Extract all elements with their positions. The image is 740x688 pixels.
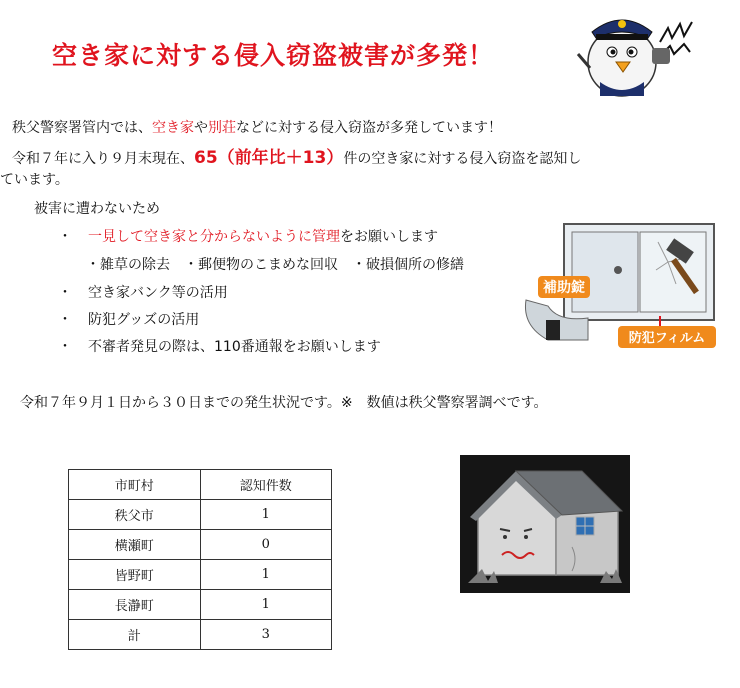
table-row bbox=[69, 500, 332, 530]
window-security-illustration bbox=[518, 222, 718, 362]
table-row bbox=[69, 590, 332, 620]
bullet-manage-detail: ・雑草の除去 ・郵便物のこまめな回収 ・破損個所の修繕 bbox=[86, 257, 464, 273]
label-crime-film: 防犯フィルム bbox=[628, 331, 706, 346]
table-cell: 1 bbox=[200, 590, 332, 620]
table-cell: 皆野町 bbox=[69, 560, 201, 590]
table-cell: 0 bbox=[200, 530, 332, 560]
table-header-row bbox=[69, 470, 332, 500]
para-summary: 秩父警察署管内では、空き家や別荘などに対する侵入窃盗が多発しています！ bbox=[12, 120, 502, 136]
page-title: 空き家に対する侵入窃盗被害が多発！ bbox=[52, 41, 495, 70]
table-header: 市町村 bbox=[69, 470, 201, 500]
table-row bbox=[69, 560, 332, 590]
table-cell: 計 bbox=[69, 620, 201, 650]
table-cell: 長瀞町 bbox=[69, 590, 201, 620]
table-cell: 秩父市 bbox=[69, 500, 201, 530]
incident-table bbox=[68, 469, 332, 650]
para-count-cont: ています。 bbox=[0, 172, 69, 188]
bullet-manage: ・ 一見して空き家と分からないように管理をお願いします bbox=[58, 229, 438, 245]
period-note: 令和７年９月１日から３０日までの発生状況です。※ 数値は秩父警察署調べです。 bbox=[20, 395, 548, 411]
bullet-report-110: ・ 不審者発見の際は、110番通報をお願いします bbox=[58, 339, 381, 355]
intro-text: 被害に遭わないため bbox=[34, 201, 160, 217]
para-count: 令和７年に入り９月末現在、65（前年比＋13）件の空き家に対する侵入窃盗を認知し bbox=[12, 148, 582, 168]
table-row bbox=[69, 620, 332, 650]
table-cell: 1 bbox=[200, 500, 332, 530]
label-hojo-lock: 補助錠 bbox=[543, 280, 585, 296]
bullet-crime-goods: ・ 防犯グッズの活用 bbox=[58, 312, 200, 328]
police-mascot-icon bbox=[560, 2, 710, 102]
table-header: 認知件数 bbox=[200, 470, 332, 500]
table-row bbox=[69, 530, 332, 560]
abandoned-house-illustration bbox=[460, 455, 630, 593]
table-cell: 横瀬町 bbox=[69, 530, 201, 560]
bullet-akiya-bank: ・ 空き家バンク等の活用 bbox=[58, 285, 228, 301]
table-cell: 3 bbox=[200, 620, 332, 650]
table-cell: 1 bbox=[200, 560, 332, 590]
